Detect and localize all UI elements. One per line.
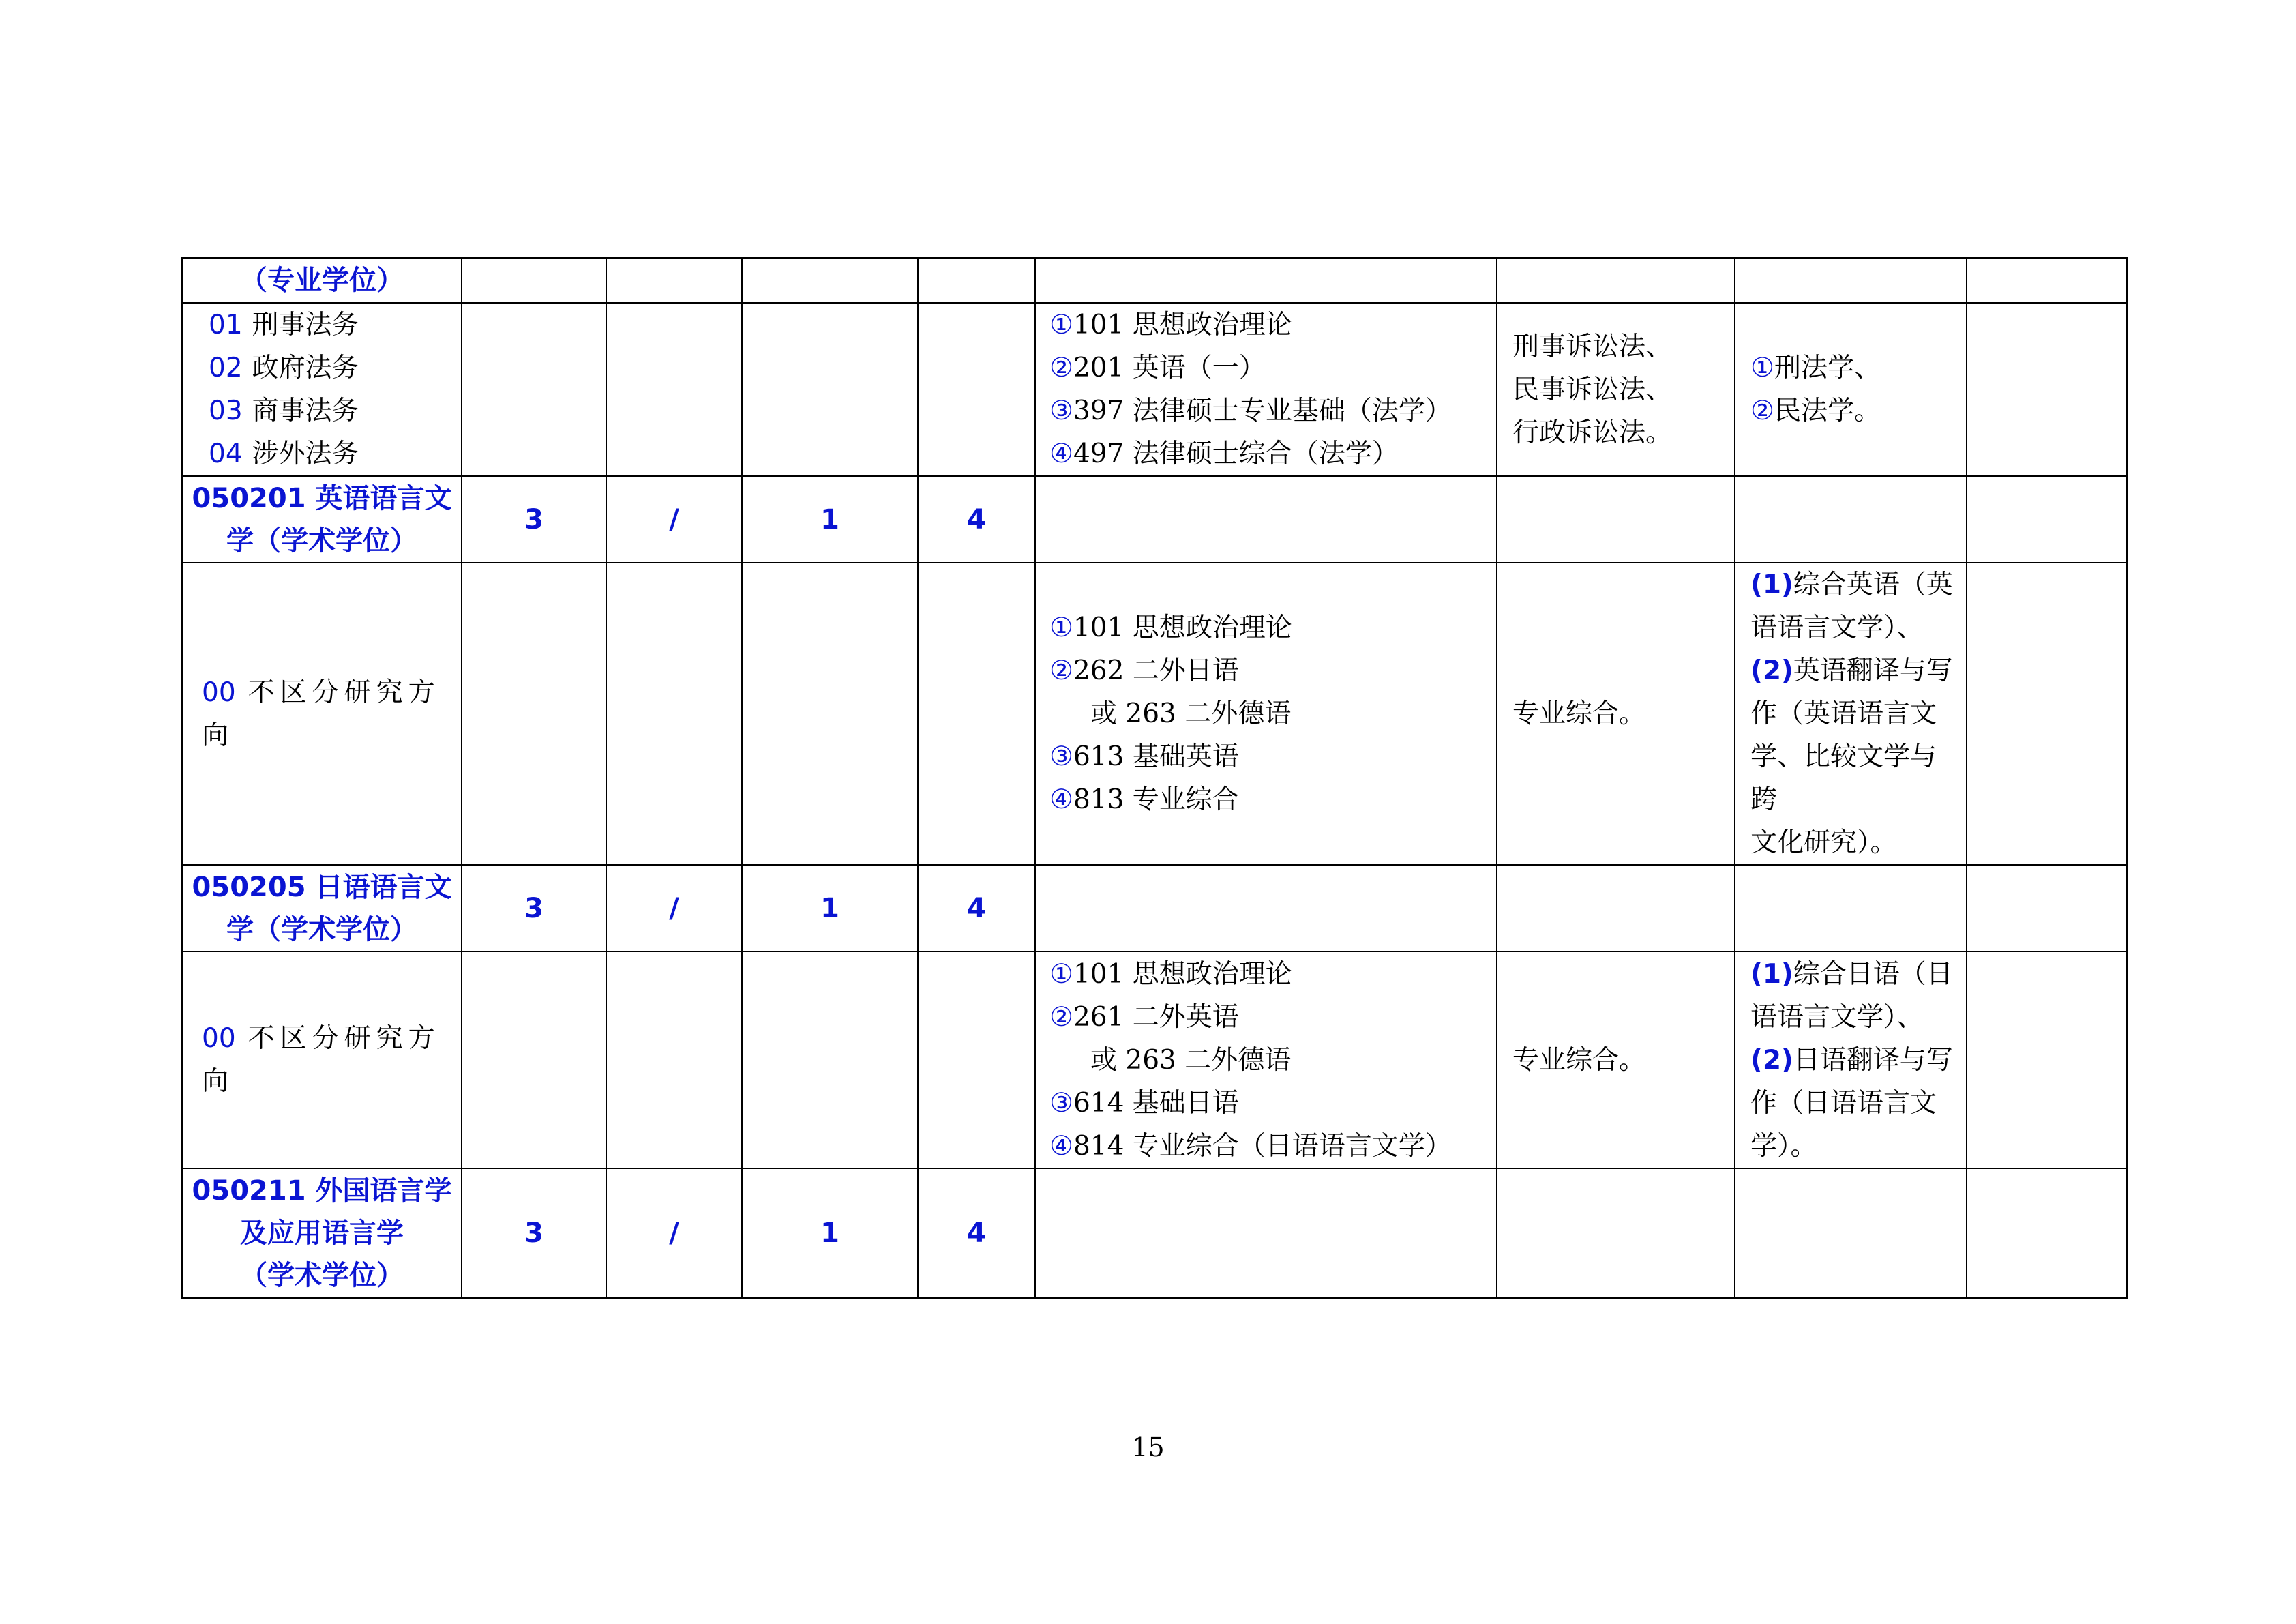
subject-item: 或 263 二外德语: [1090, 698, 1292, 729]
empty-cell: [918, 951, 1035, 1168]
count-cell: 4: [918, 865, 1035, 951]
exam-subjects-cell: [1035, 951, 1497, 1168]
direction-item: 04 涉外法务: [209, 439, 359, 469]
empty-cell: [1497, 865, 1735, 951]
subject-item: ①101 思想政治理论: [1049, 958, 1292, 990]
subject-item: ③397 法律硕士专业基础（法学）: [1049, 396, 1452, 426]
count-cell: 1: [742, 476, 918, 563]
major-name-cell: 050201 英语语言文 学（学术学位）: [182, 476, 462, 563]
subject-item: ②262 二外日语: [1049, 655, 1239, 686]
empty-cell: [742, 258, 918, 303]
count-cell: /: [606, 865, 742, 951]
subject-item: ①101 思想政治理论: [1049, 310, 1292, 340]
page-number: 15: [1131, 1432, 1165, 1462]
empty-cell: [1735, 476, 1967, 563]
retest-subjects-cell: 刑事诉讼法、 民事诉讼法、 行政诉讼法。: [1497, 303, 1735, 476]
empty-cell: [1497, 1168, 1735, 1298]
empty-cell: [606, 563, 742, 865]
empty-cell: [1967, 258, 2127, 303]
empty-cell: [1967, 563, 2127, 865]
subject-item: ④813 专业综合: [1049, 784, 1239, 815]
empty-cell: [1035, 865, 1497, 951]
empty-cell: [462, 951, 606, 1168]
subject-item: ③613 基础英语: [1049, 741, 1239, 772]
empty-cell: [1735, 1168, 1967, 1298]
subject-item: ③614 基础日语: [1049, 1087, 1239, 1119]
table-row: [182, 476, 2127, 563]
major-name-cell: 050211 外国语言学 及应用语言学 （学术学位）: [182, 1168, 462, 1298]
empty-cell: [1035, 476, 1497, 563]
empty-cell: [1967, 476, 2127, 563]
table-row: [182, 1168, 2127, 1298]
empty-cell: [918, 303, 1035, 476]
empty-cell: [742, 303, 918, 476]
empty-cell: [918, 563, 1035, 865]
subject-item: ④814 专业综合（日语语言文学）: [1049, 1130, 1452, 1162]
retest-subjects-cell: 专业综合。: [1497, 951, 1735, 1168]
empty-cell: [1035, 258, 1497, 303]
empty-cell: [462, 303, 606, 476]
major-name-cell: 050205 日语语言文 学（学术学位）: [182, 865, 462, 951]
research-direction-cell: 00 不区分研究方 向: [182, 951, 462, 1168]
empty-cell: [462, 563, 606, 865]
empty-cell: [1967, 1168, 2127, 1298]
count-cell: 3: [462, 865, 606, 951]
empty-cell: [742, 563, 918, 865]
empty-cell: [1967, 865, 2127, 951]
empty-cell: [1035, 1168, 1497, 1298]
table-row: [182, 865, 2127, 951]
empty-cell: [1497, 258, 1735, 303]
subject-item: ②201 英语（一）: [1049, 353, 1266, 383]
table-row: [182, 303, 2127, 476]
reference-cell: (1)综合英语（英 语语言文学）、 (2)英语翻译与写 作（英语语言文 学、比较文学与跨 文化研究）。: [1735, 563, 1967, 865]
admissions-table: [181, 257, 2128, 1299]
exam-subjects-cell: [1035, 563, 1497, 865]
empty-cell: [606, 303, 742, 476]
empty-cell: [1967, 303, 2127, 476]
empty-cell: [606, 258, 742, 303]
count-cell: 3: [462, 1168, 606, 1298]
research-directions-cell: [182, 303, 462, 476]
empty-cell: [742, 951, 918, 1168]
empty-cell: [462, 258, 606, 303]
retest-subjects-cell: 专业综合。: [1497, 563, 1735, 865]
count-cell: /: [606, 1168, 742, 1298]
empty-cell: [1735, 258, 1967, 303]
research-direction-cell: 00 不区分研究方 向: [182, 563, 462, 865]
empty-cell: [918, 258, 1035, 303]
subject-item: ①101 思想政治理论: [1049, 612, 1292, 643]
reference-cell: ①刑法学、 ②民法学。: [1735, 303, 1967, 476]
table-row: [182, 563, 2127, 865]
major-name-cell: （专业学位）: [182, 258, 462, 303]
count-cell: 1: [742, 1168, 918, 1298]
count-cell: /: [606, 476, 742, 563]
empty-cell: [1967, 951, 2127, 1168]
direction-item: 03 商事法务: [209, 396, 359, 426]
empty-cell: [1497, 476, 1735, 563]
subject-item: 或 263 二外德语: [1090, 1044, 1292, 1076]
count-cell: 3: [462, 476, 606, 563]
count-cell: 1: [742, 865, 918, 951]
direction-item: 02 政府法务: [209, 353, 359, 383]
direction-item: 01 刑事法务: [209, 310, 359, 340]
table-row: [182, 951, 2127, 1168]
count-cell: 4: [918, 476, 1035, 563]
subject-item: ②261 二外英语: [1049, 1001, 1239, 1033]
count-cell: 4: [918, 1168, 1035, 1298]
empty-cell: [1735, 865, 1967, 951]
table-row: [182, 258, 2127, 303]
empty-cell: [606, 951, 742, 1168]
exam-subjects-cell: [1035, 303, 1497, 476]
subject-item: ④497 法律硕士综合（法学）: [1049, 439, 1399, 469]
reference-cell: (1)综合日语（日 语语言文学）、 (2)日语翻译与写 作（日语语言文 学）。: [1735, 951, 1967, 1168]
